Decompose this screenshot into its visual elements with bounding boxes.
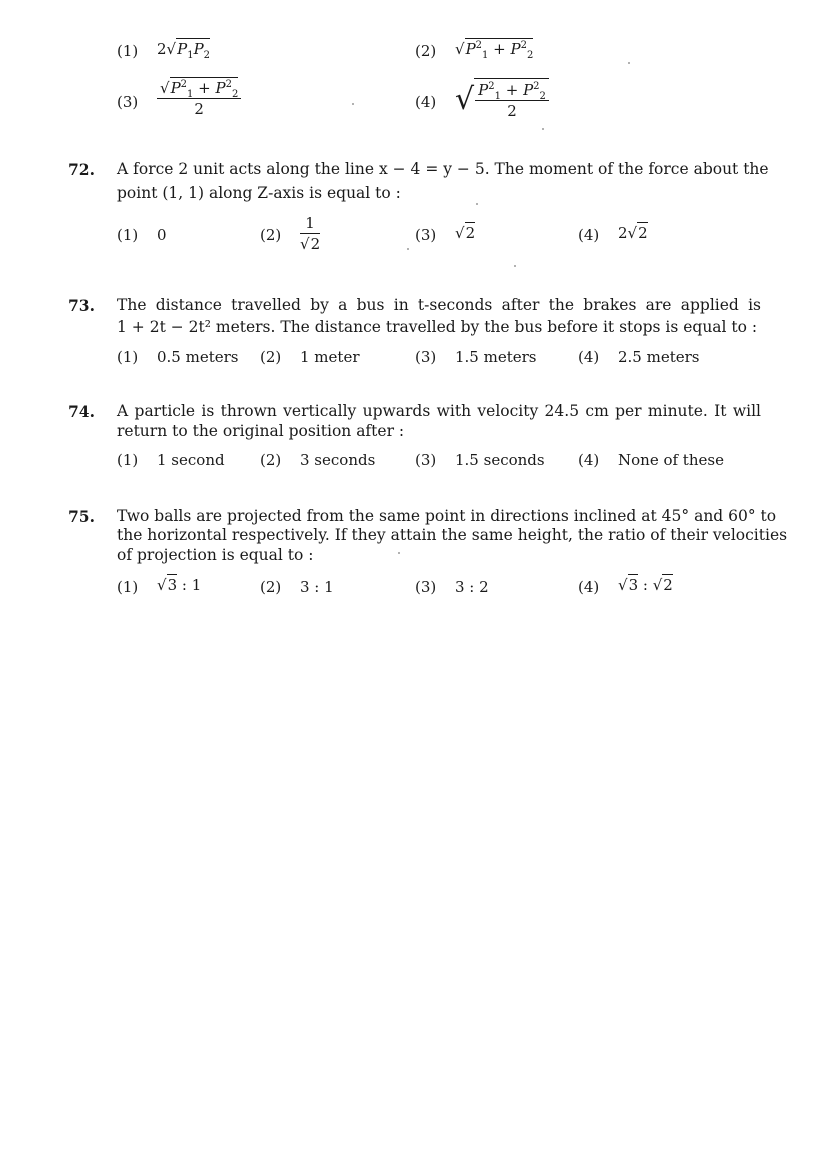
- option-number: (4): [578, 226, 600, 244]
- question-number: 75.: [68, 507, 95, 526]
- scan-speck: [628, 62, 630, 64]
- scan-speck: [542, 128, 544, 130]
- option-number: (4): [578, 348, 600, 366]
- option-number: (2): [260, 578, 282, 596]
- option-text: 3 : 2: [455, 578, 489, 596]
- option-expression: $\frac{√P^2_1 + P^2_2}{2}$: [157, 78, 241, 119]
- scan-speck: [514, 265, 516, 267]
- option-text: 1 meter: [300, 348, 360, 366]
- option-expression: 2√2: [618, 224, 648, 242]
- scan-speck: [398, 552, 400, 554]
- option-expression: √3 : √2: [618, 576, 673, 594]
- question-number: 73.: [68, 296, 95, 315]
- scan-speck: [352, 103, 354, 105]
- question-text-line: return to the original position after :: [117, 422, 405, 440]
- option-number: (3): [415, 451, 437, 469]
- question-text-line: point (1, 1) along Z-axis is equal to :: [117, 184, 401, 202]
- option-number: (3): [415, 348, 437, 366]
- option-number: (1): [117, 42, 139, 60]
- question-text-line: of projection is equal to :: [117, 546, 314, 564]
- option-text: 1 second: [157, 451, 225, 469]
- question-text-line: Two balls are projected from the same point in directions inclined at 45° and 60° to: [117, 507, 777, 525]
- option-text: 2.5 meters: [618, 348, 700, 366]
- question-text-line: 1 + 2t − 2t² meters. The distance travelled by the bus before it stops is equal to :: [117, 318, 758, 336]
- scan-speck: [407, 248, 409, 250]
- option-text: 1.5 seconds: [455, 451, 545, 469]
- option-expression: $2√P_1P_2$: [157, 40, 211, 61]
- option-expression: $\frac{1}{√2}$: [300, 214, 321, 253]
- question-text-line: A force 2 unit acts along the line x − 4 = y − 5. The moment of the force about the: [117, 160, 769, 178]
- question-text-line: the horizontal respectively. If they attain the same height, the ratio of their velocities: [117, 526, 788, 544]
- option-number: (3): [117, 93, 139, 111]
- option-text: 3 seconds: [300, 451, 376, 469]
- option-number: (4): [578, 578, 600, 596]
- option-number: (3): [415, 226, 437, 244]
- option-text: 0.5 meters: [157, 348, 239, 366]
- question-number: 72.: [68, 160, 95, 179]
- option-text: None of these: [618, 451, 724, 469]
- option-number: (1): [117, 451, 139, 469]
- option-expression: $√P^2_1 + P^2_2$: [455, 40, 534, 61]
- question-number: 74.: [68, 402, 95, 421]
- option-text: 3 : 1: [300, 578, 334, 596]
- option-number: (2): [260, 226, 282, 244]
- option-number: (2): [260, 348, 282, 366]
- option-number: (4): [415, 93, 437, 111]
- option-number: (2): [260, 451, 282, 469]
- option-number: (2): [415, 42, 437, 60]
- option-number: (1): [117, 578, 139, 596]
- option-expression: √2: [455, 224, 476, 242]
- question-text-line: A particle is thrown vertically upwards with velocity 24.5 cm per minute. It will: [117, 402, 761, 420]
- option-text: 1.5 meters: [455, 348, 537, 366]
- option-text: 0: [157, 226, 167, 244]
- option-number: (1): [117, 348, 139, 366]
- scan-speck: [476, 203, 478, 205]
- option-number: (4): [578, 451, 600, 469]
- option-expression: √3 : 1: [157, 576, 202, 594]
- question-text-line: The distance travelled by a bus in t-seconds after the brakes are applied is: [117, 296, 761, 314]
- option-expression: √ $\frac{P^2_1 + P^2_2}{2}$: [455, 78, 549, 121]
- option-number: (1): [117, 226, 139, 244]
- option-number: (3): [415, 578, 437, 596]
